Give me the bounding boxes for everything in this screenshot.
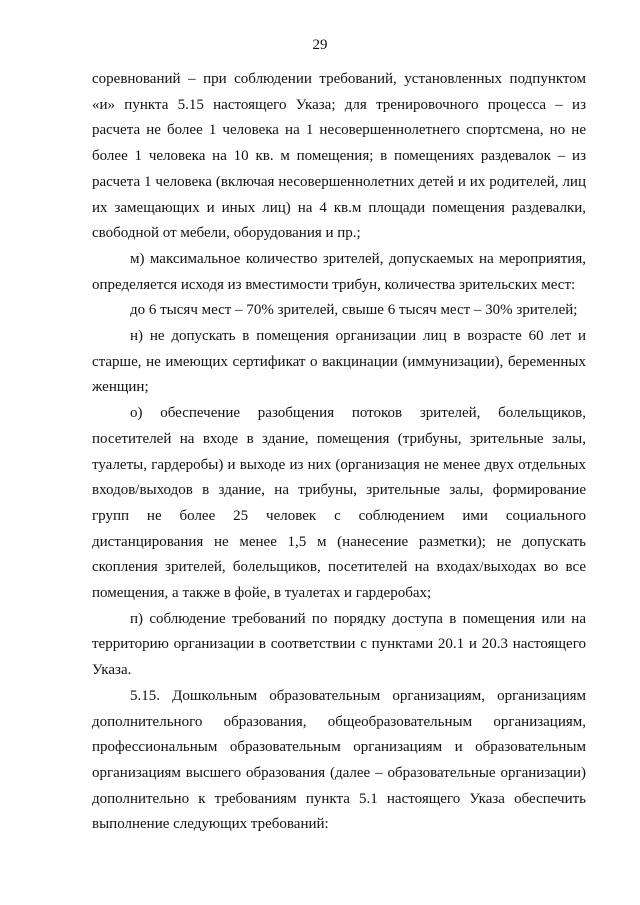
paragraph-m-seats: до 6 тысяч мест – 70% зрителей, свыше 6 тысяч мест – 30% зрителей;	[130, 302, 578, 319]
paragraph-n: н) не допускать в помещения организации лиц в возрасте 60 лет и старше, не имеющих сертификат о вакцинации (иммунизации), беременных женщин;	[92, 328, 586, 396]
paragraph-p: п) соблюдение требований по порядку доступа в помещения или на территорию организации в соответствии с пунктами 20.1 и 20.3 настоящего Указа.	[92, 610, 586, 679]
paragraph-continuation: соревнований – при соблюдении требований, установленных подпунктом «и» пункта 5.15 настоящего Указа; для тренировочного процесса – из расчета не более 1 человека на 1 несовершеннолетнего спортсмена, но не более 1 человека на 10 кв. м помещения; в помещениях раздевалок – из расчета 1 человека (включая несовершеннолетних детей и их родителей, лиц их замещающих и иных лиц) на 4 кв.м площади помещения раздевалки, свободной от мебели, оборудования и пр.;	[92, 71, 586, 242]
paragraph-5-15: 5.15. Дошкольным образовательным организациям, организациям дополнительного образования, общеобразовательным организациям, профессиональным образовательным организациям и образовательным организациям высшего образования (далее – образовательные организации) дополнительно к требованиям пункта 5.1 настоящего Указа обеспечить выполнение следующих требований:	[92, 687, 586, 833]
paragraph-o: о) обеспечение разобщения потоков зрителей, болельщиков, посетителей на входе в здание, помещения (трибуны, зрительные залы, туалеты, гардеробы) и выходе из них (организация не менее двух отдельных входов/выходов в здание, на трибуны, зрительные залы, формирование групп не более 25 человек с соблюдением ими социального дистанцирования не менее 1,5 м (нанесение разметки); не допускать скопления зрителей, болельщиков, посетителей на входах/выходах во все помещения, а также в фойе, в туалетах и гардеробах;	[92, 405, 586, 602]
paragraph-m: м) максимальное количество зрителей, допускаемых на мероприятия, определяется исходя из вместимости трибун, количества зрительских мест:	[92, 250, 586, 293]
document-body	[92, 67, 586, 838]
page-number: 29	[312, 37, 328, 53]
